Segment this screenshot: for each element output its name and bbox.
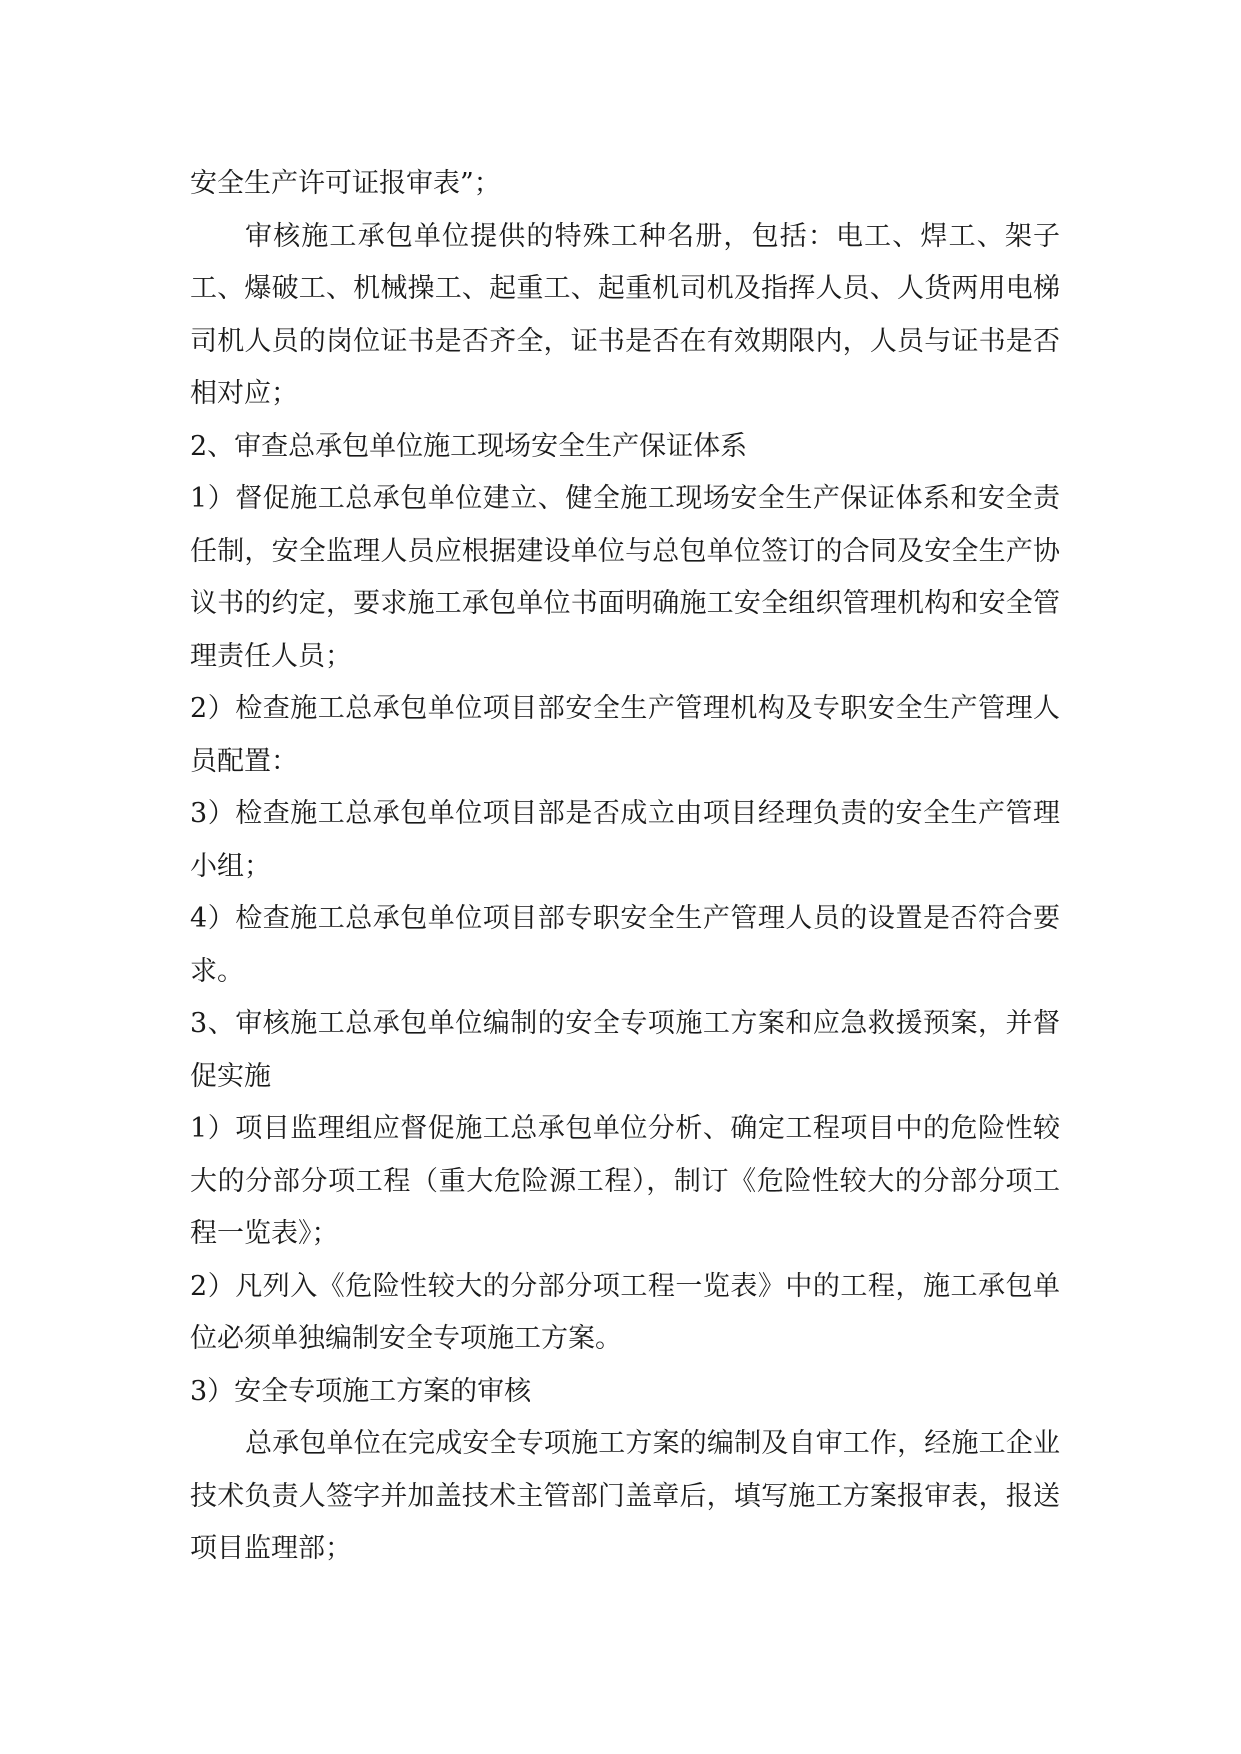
document-body: [190, 158, 1060, 1576]
list-item: 4）检查施工总承包单位项目部专职安全生产管理人员的设置是否符合要求。: [190, 903, 1060, 987]
section-heading: 2、审查总承包单位施工现场安全生产保证体系: [190, 430, 748, 462]
list-item: 3）检查施工总承包单位项目部是否成立由项目经理负责的安全生产管理小组；: [190, 798, 1060, 882]
paragraph: 安全生产许可证报审表”；: [190, 168, 501, 199]
list-item: 1）项目监理组应督促施工总承包单位分析、确定工程项目中的危险性较大的分部分项工程（重大危险源工程），制订《危险性较大的分部分项工程一览表》；: [190, 1113, 1060, 1249]
list-item: 2）凡列入《危险性较大的分部分项工程一览表》中的工程，施工承包单位必须单独编制安全专项施工方案。: [190, 1270, 1060, 1354]
list-item: 1）督促施工总承包单位建立、健全施工现场安全生产保证体系和安全责任制，安全监理人员应根据建设单位与总包单位签订的合同及安全生产协议书的约定，要求施工承包单位书面明确施工安全组织管理机构和安全管理责任人员；: [190, 483, 1060, 672]
paragraph: 总承包单位在完成安全专项施工方案的编制及自审工作，经施工企业技术负责人签字并加盖技术主管部门盖章后，填写施工方案报审表，报送项目监理部；: [190, 1428, 1060, 1564]
list-item: 2）检查施工总承包单位项目部安全生产管理机构及专职安全生产管理人员配置：: [190, 693, 1060, 777]
list-item: 3）安全专项施工方案的审核: [190, 1375, 532, 1407]
section-heading: 3、审核施工总承包单位编制的安全专项施工方案和应急救援预案，并督促实施: [190, 1008, 1060, 1092]
paragraph: 审核施工承包单位提供的特殊工种名册，包括：电工、焊工、架子工、爆破工、机械操工、起重工、起重机司机及指挥人员、人货两用电梯司机人员的岗位证书是否齐全，证书是否在有效期限内，人员与证书是否相对应；: [190, 220, 1060, 409]
